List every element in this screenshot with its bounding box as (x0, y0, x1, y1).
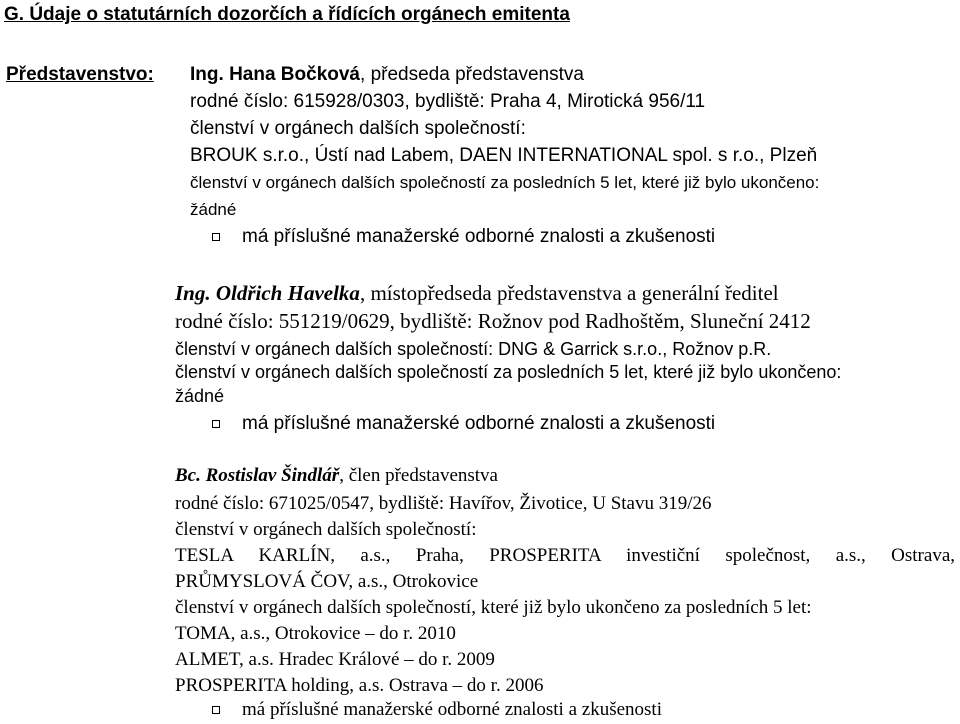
checkbox-square-icon (212, 420, 220, 428)
board-label: Představenstvo: (6, 64, 154, 85)
member-2-past-label: členství v orgánech dalších společností za posledních 5 let, které již bylo ukončeno: (175, 362, 842, 382)
member-1-heading (190, 64, 584, 86)
member-1-name: Hana Bočková (229, 64, 361, 85)
member-3-role: , člen představenstva (339, 465, 498, 486)
member-1-role: , předseda představenstva (360, 64, 584, 85)
member-3-membership-label: členství v orgánech dalších společností: (175, 519, 477, 540)
member-1-membership-label: členství v orgánech dalších společností: (190, 118, 526, 139)
member-3-name: Rostislav Šindlář (205, 465, 340, 486)
checkbox-square-icon (212, 706, 220, 714)
member-3-skills-text: má příslušné manažerské odborné znalosti a zkušenosti (242, 699, 662, 720)
member-1-past-value: žádné (190, 200, 237, 219)
member-1-skills (212, 226, 715, 248)
member-3-membership-line-2: PRŮMYSLOVÁ ČOV, a.s., Otrokovice (175, 571, 479, 592)
member-2-skills-text: má příslušné manažerské odborné znalosti a zkušenosti (242, 413, 716, 434)
member-3-past-item: PROSPERITA holding, a.s. Ostrava – do r. 2006 (175, 675, 544, 696)
member-3-past-item: ALMET, a.s. Hradec Králové – do r. 2009 (175, 649, 495, 670)
member-3-skills (212, 699, 662, 721)
member-1-birth: rodné číslo: 615928/0303, bydliště: Praha 4, Mirotická 956/11 (190, 91, 706, 112)
member-1-membership-value: BROUK s.r.o., Ústí nad Labem, DAEN INTERNATIONAL spol. s r.o., Plzeň (190, 145, 818, 166)
member-2-title: Ing. (175, 281, 211, 305)
member-1-title: Ing. (190, 64, 224, 85)
member-2-birth: rodné číslo: 551219/0629, bydliště: Rožnov pod Radhoštěm, Sluneční 2412 (175, 309, 811, 333)
member-3-title: Bc. (175, 465, 201, 486)
member-2-role: , místopředseda představenstva a generální ředitel (359, 281, 779, 305)
member-2-past-value: žádné (175, 386, 225, 406)
member-3-past-label: členství v orgánech dalších společností, které již bylo ukončeno za posledních 5 let: (175, 597, 812, 618)
member-1-skills-text: má příslušné manažerské odborné znalosti a zkušenosti (242, 226, 716, 247)
checkbox-square-icon (212, 233, 220, 241)
member-2-skills (212, 413, 715, 435)
member-3-membership-line-1: TESLA KARLÍN, a.s., Praha, PROSPERITA investiční společnost, a.s., Ostrava, (175, 545, 955, 566)
section-title: G. Údaje o statutárních dozorčích a řídících orgánech emitenta (4, 4, 570, 25)
member-2-name: Oldřich Havelka (215, 281, 360, 305)
member-1-past-label: členství v orgánech dalších společností za posledních 5 let, které již bylo ukončeno: (190, 173, 820, 192)
member-3-past-item: TOMA, a.s., Otrokovice – do r. 2010 (175, 623, 456, 644)
member-2-heading (175, 281, 779, 306)
member-3-heading (175, 465, 498, 487)
member-3-birth: rodné číslo: 671025/0547, bydliště: Havířov, Životice, U Stavu 319/26 (175, 493, 712, 514)
member-2-membership: členství v orgánech dalších společností: DNG & Garrick s.r.o., Rožnov p.R. (175, 339, 772, 359)
